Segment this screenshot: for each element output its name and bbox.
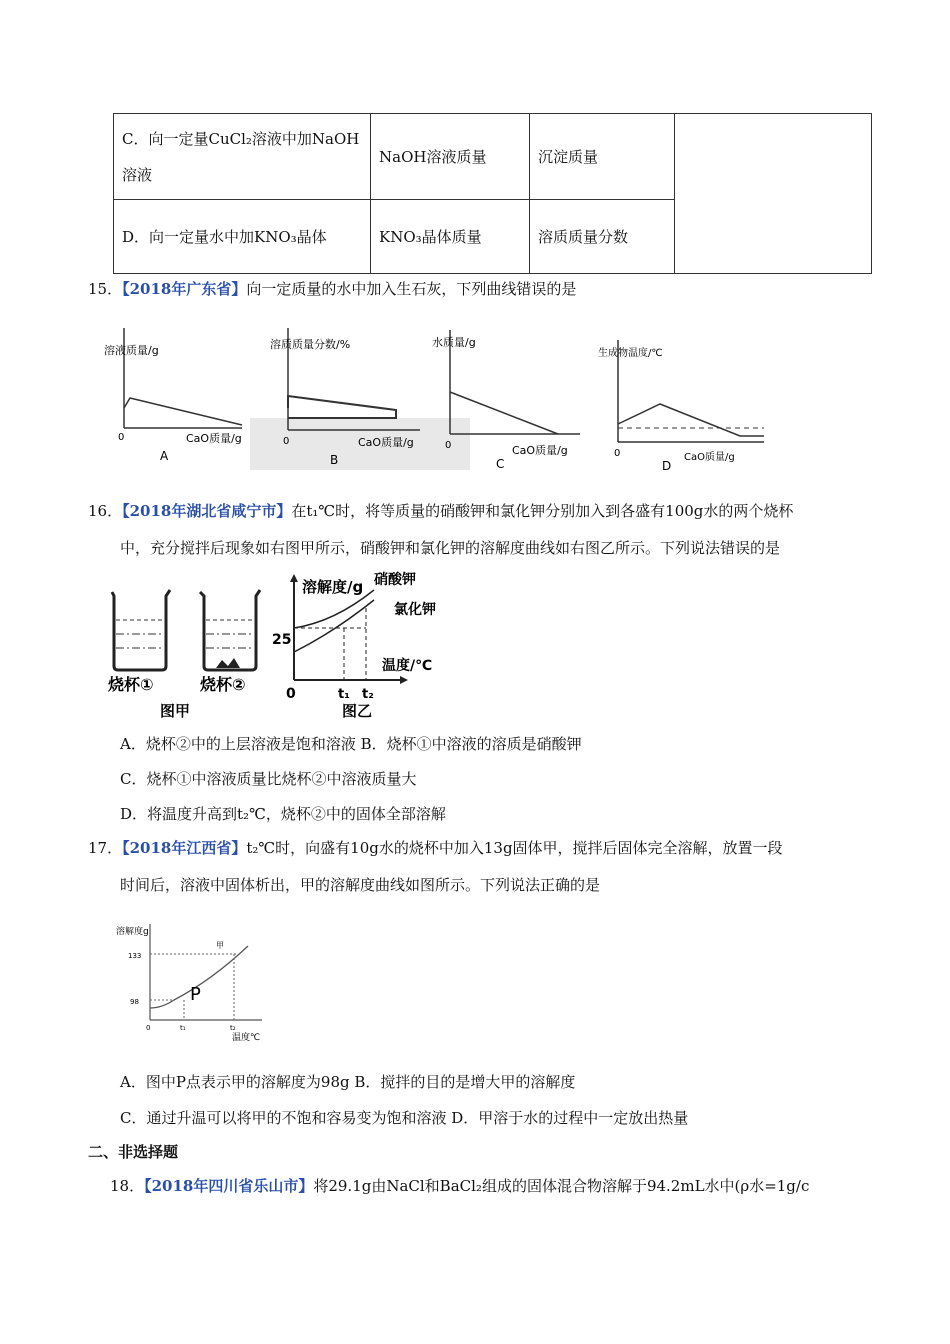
graph-xlabel: CaO质量/g (186, 432, 242, 445)
solubility-chart (272, 571, 436, 720)
table-cell: D．向一定量水中加KNO₃晶体 (114, 200, 371, 274)
question-number: 16． (88, 502, 123, 520)
graph-label: B (330, 453, 339, 467)
curve-label-kcl: 氯化钾 (394, 602, 436, 618)
svg-text:0: 0 (118, 432, 125, 443)
graph-label: D (662, 459, 672, 473)
question-source: 【2018年广东省】 (122, 280, 247, 298)
question-number: 15． (88, 280, 123, 298)
question-18 (110, 1175, 809, 1197)
question-16 (88, 500, 793, 522)
question-17-line2: 时间后，溶液中固体析出，甲的溶解度曲线如图所示。下列说法正确的是 (120, 876, 601, 894)
chart-xlabel: 温度/℃ (382, 658, 433, 674)
svg-text:0: 0 (614, 448, 621, 459)
q16-option-d: D．将温度升高到t₂℃，烧杯②中的固体全部溶解 (120, 805, 446, 823)
question-text: 将29.1g由NaCl和BaCl₂组成的固体混合物溶解于94.2mL水中(ρ水=1g/c (313, 1177, 810, 1195)
curve-label-kno3: 硝酸钾 (374, 572, 416, 588)
beaker-2 (199, 590, 260, 694)
question-16-line2: 中，充分搅拌后现象如右图甲所示，硝酸钾和氯化钾的溶解度曲线如右图乙所示。下列说法错误的是 (120, 539, 781, 557)
question-source: 【2018年四川省乐山市】 (144, 1177, 314, 1195)
q16-option-c: C．烧杯①中溶液质量比烧杯②中溶液质量大 (120, 770, 417, 788)
section-heading: 二、非选择题 (88, 1143, 179, 1161)
q15-graphs-figure (100, 318, 780, 476)
question-number: 18． (110, 1177, 145, 1195)
question-number: 17． (88, 839, 123, 857)
table-cell: 溶质质量分数 (530, 200, 675, 274)
question-15 (88, 278, 576, 300)
tick-t1: t₁ (338, 687, 350, 702)
table-cell: KNO₃晶体质量 (371, 200, 530, 274)
options-table (113, 113, 872, 274)
q16-option-ab: A．烧杯②中的上层溶液是饱和溶液 B．烧杯①中溶液的溶质是硝酸钾 (120, 735, 582, 753)
q16-figure (104, 570, 454, 722)
graph-label: C (496, 457, 505, 471)
svg-text:0: 0 (283, 436, 290, 447)
caption-yi: 图乙 (342, 702, 373, 720)
tick-t2: t₂ (230, 1024, 236, 1032)
svg-text:0: 0 (445, 440, 452, 451)
beaker-label: 烧杯② (200, 675, 246, 694)
beaker-1 (107, 590, 170, 694)
chart-ylabel: 溶解度/g (302, 578, 364, 596)
q17-figure (112, 916, 282, 1044)
q17-option-ab: A．图中P点表示甲的溶解度为98g B．搅拌的目的是增大甲的溶解度 (120, 1073, 576, 1091)
graph-xlabel: CaO质量/g (358, 436, 414, 449)
question-17 (88, 837, 783, 859)
caption-jia: 图甲 (160, 702, 191, 720)
graph-xlabel: CaO质量/g (512, 444, 568, 457)
tick-t2: t₂ (362, 687, 374, 702)
origin: 0 (146, 1024, 151, 1032)
table-cell: C．向一定量CuCl₂溶液中加NaOH溶液 (114, 114, 371, 200)
tick-t1: t₁ (180, 1024, 186, 1032)
point-p: P (190, 984, 201, 1005)
graph-label: A (160, 449, 169, 463)
solid-precipitate (216, 658, 240, 668)
graph-ylabel: 溶质质量分数/% (270, 338, 351, 351)
origin: 0 (286, 686, 296, 702)
graph-ylabel: 水质量/g (432, 336, 476, 349)
question-text: t₂℃时，向盛有10g水的烧杯中加入13g固体甲，搅拌后固体完全溶解，放置一段 (246, 839, 783, 857)
table-graph-cell (675, 114, 872, 274)
question-source: 【2018年湖北省咸宁市】 (122, 502, 292, 520)
graph-ylabel: 溶液质量/g (104, 344, 159, 357)
tick-133: 133 (128, 952, 142, 960)
chart-xlabel: 温度℃ (232, 1033, 261, 1043)
graph-xlabel: CaO质量/g (684, 452, 735, 463)
q17-option-cd: C．通过升温可以将甲的不饱和容易变为饱和溶液 D．甲溶于水的过程中一定放出热量 (120, 1109, 689, 1127)
chart-ylabel: 溶解度g (116, 927, 149, 937)
question-text: 在t₁℃时，将等质量的硝酸钾和氯化钾分别加入到各盛有100g水的两个烧杯 (291, 502, 794, 520)
graph-ylabel: 生成物温度/℃ (598, 348, 663, 359)
question-text: 向一定质量的水中加入生石灰，下列曲线错误的是 (246, 280, 577, 298)
tick-98: 98 (130, 998, 139, 1006)
table-cell: 沉淀质量 (530, 114, 675, 200)
table-cell: NaOH溶液质量 (371, 114, 530, 200)
tick-25: 25 (272, 632, 292, 648)
question-source: 【2018年江西省】 (122, 839, 247, 857)
beaker-label: 烧杯① (108, 675, 154, 694)
curve-label: 甲 (216, 941, 224, 950)
